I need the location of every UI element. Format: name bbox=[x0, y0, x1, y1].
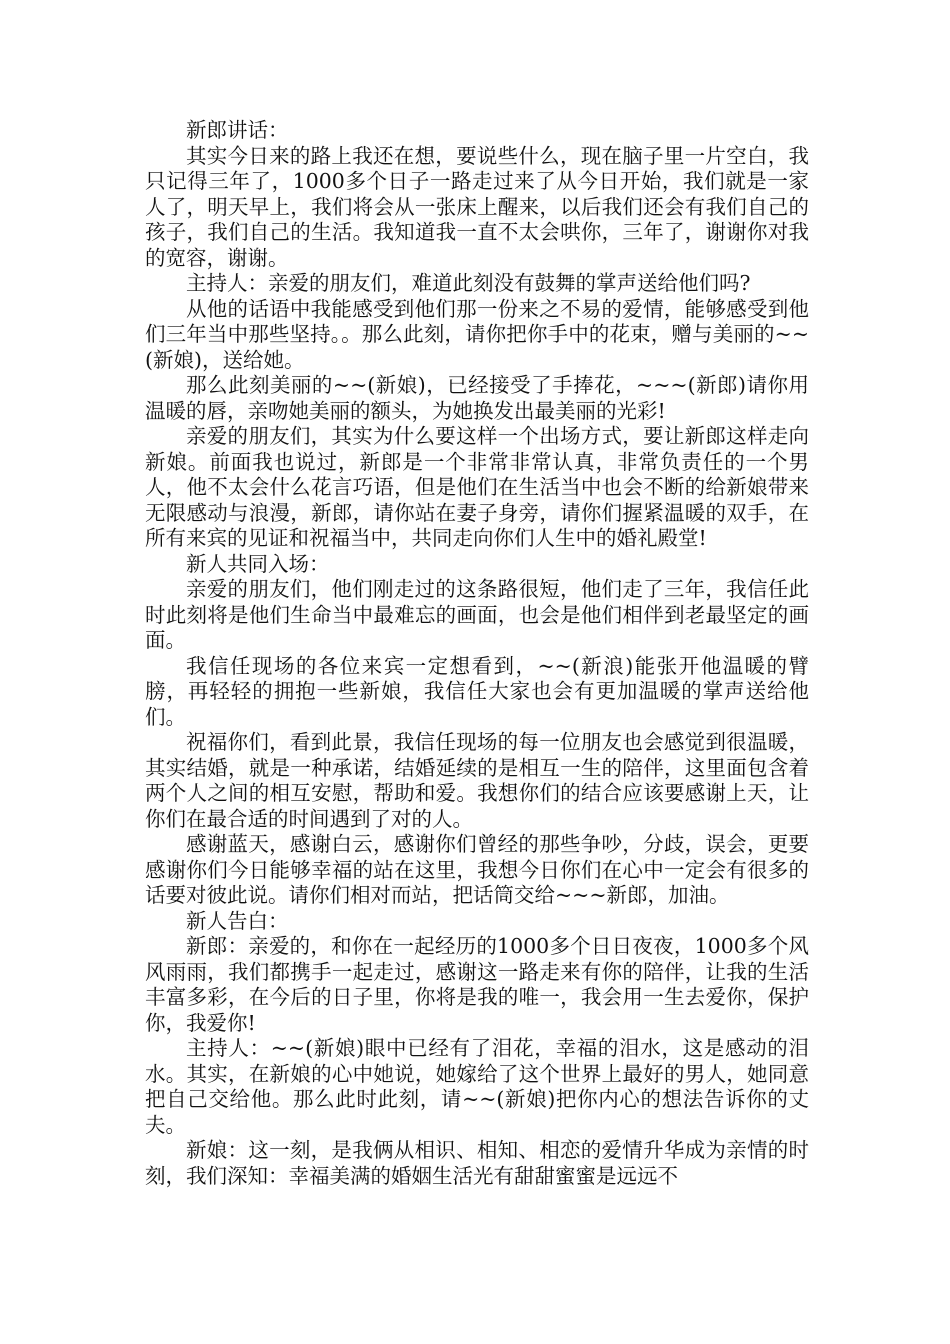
document-page bbox=[145, 118, 809, 1189]
paragraph-bouquet: 从他的话语中我能感受到他们那一份来之不易的爱情，能够感受到他们三年当中那些坚持。。那么此刻，请你把你手中的花束，赠与美丽的~~(新娘)，送给她。 bbox=[145, 296, 809, 372]
paragraph-bride-confession: 新娘：这一刻，是我俩从相识、相知、相恋的爱情升华成为亲情的时刻，我们深知：幸福美满的婚姻生活光有甜甜蜜蜜是远远不 bbox=[145, 1138, 809, 1188]
heading-couple-entrance: 新人共同入场： bbox=[186, 551, 330, 576]
heading-couple-confession: 新人告白： bbox=[186, 908, 289, 933]
paragraph-groom-speech: 其实今日来的路上我还在想，要说些什么，现在脑子里一片空白，我只记得三年了，1000多个日子一路走过来了从今日开始，我们就是一家人了，明天早上，我们将会从一张床上醒来，以后我们还会有我们自己的孩子，我们自己的生活。我知道我一直不太会哄你，三年了，谢谢你对我的宽容，谢谢。 bbox=[145, 143, 809, 270]
heading-groom-speech: 新郎讲话： bbox=[186, 118, 289, 142]
paragraph-blessing: 祝福你们，看到此景，我信任现场的每一位朋友也会感觉到很温暖，其实结婚，就是一种承诺，结婚延续的是相互一生的陪伴，这里面包含着两个人之间的相互安慰，帮助和爱。我想你们的结合应该要感谢上天，让你们在最合适的时间遇到了对的人。 bbox=[145, 730, 809, 831]
paragraph-short-road: 亲爱的朋友们，他们刚走过的这条路很短，他们走了三年，我信任此时此刻将是他们生命当中最难忘的画面，也会是他们相伴到老最坚定的画面。 bbox=[145, 577, 809, 652]
paragraph-kiss: 那么此刻美丽的~~(新娘)，已经接受了手捧花，~~~(新郎)请你用温暖的唇，亲吻她美丽的额头，为她换发出最美丽的光彩! bbox=[145, 373, 809, 423]
paragraph-host-tears: 主持人：~~(新娘)眼中已经有了泪花，幸福的泪水，这是感动的泪水。其实，在新娘的心中她说，她嫁给了这个世界上最好的男人，她同意把自己交给他。那么此时此刻，请~~(新娘)把你内心的想法告诉你的丈夫。 bbox=[145, 1036, 809, 1137]
paragraph-entrance-explanation: 亲爱的朋友们，其实为什么要这样一个出场方式，要让新郎这样走向新娘。前面我也说过，新郎是一个非常非常认真，非常负责任的一个男人，他不太会什么花言巧语，但是他们在生活当中也会不断的给新娘带来无限感动与浪漫，新郎，请你站在妻子身旁，请你们握紧温暖的双手，在所有来宾的见证和祝福当中，共同走向你们人生中的婚礼殿堂! bbox=[145, 424, 809, 550]
paragraph-thanks: 感谢蓝天，感谢白云，感谢你们曾经的那些争吵，分歧，误会，更要感谢你们今日能够幸福的站在这里，我想今日你们在心中一定会有很多的话要对彼此说。请你们相对而站，把话筒交给~~~新郎，加油。 bbox=[145, 832, 809, 907]
paragraph-host-applause: 主持人：亲爱的朋友们，难道此刻没有鼓舞的掌声送给他们吗? bbox=[186, 271, 751, 295]
paragraph-embrace: 我信任现场的各位来宾一定想看到，~~(新浪)能张开他温暖的臂膀，再轻轻的拥抱一些新娘，我信任大家也会有更加温暖的掌声送给他们。 bbox=[145, 653, 809, 729]
paragraph-groom-confession: 新郎：亲爱的，和你在一起经历的1000多个日日夜夜，1000多个风风雨雨，我们都携手一起走过，感谢这一路走来有你的陪伴，让我的生活丰富多彩，在今后的日子里，你将是我的唯一，我会用一生去爱你，保护你，我爱你! bbox=[145, 934, 809, 1035]
